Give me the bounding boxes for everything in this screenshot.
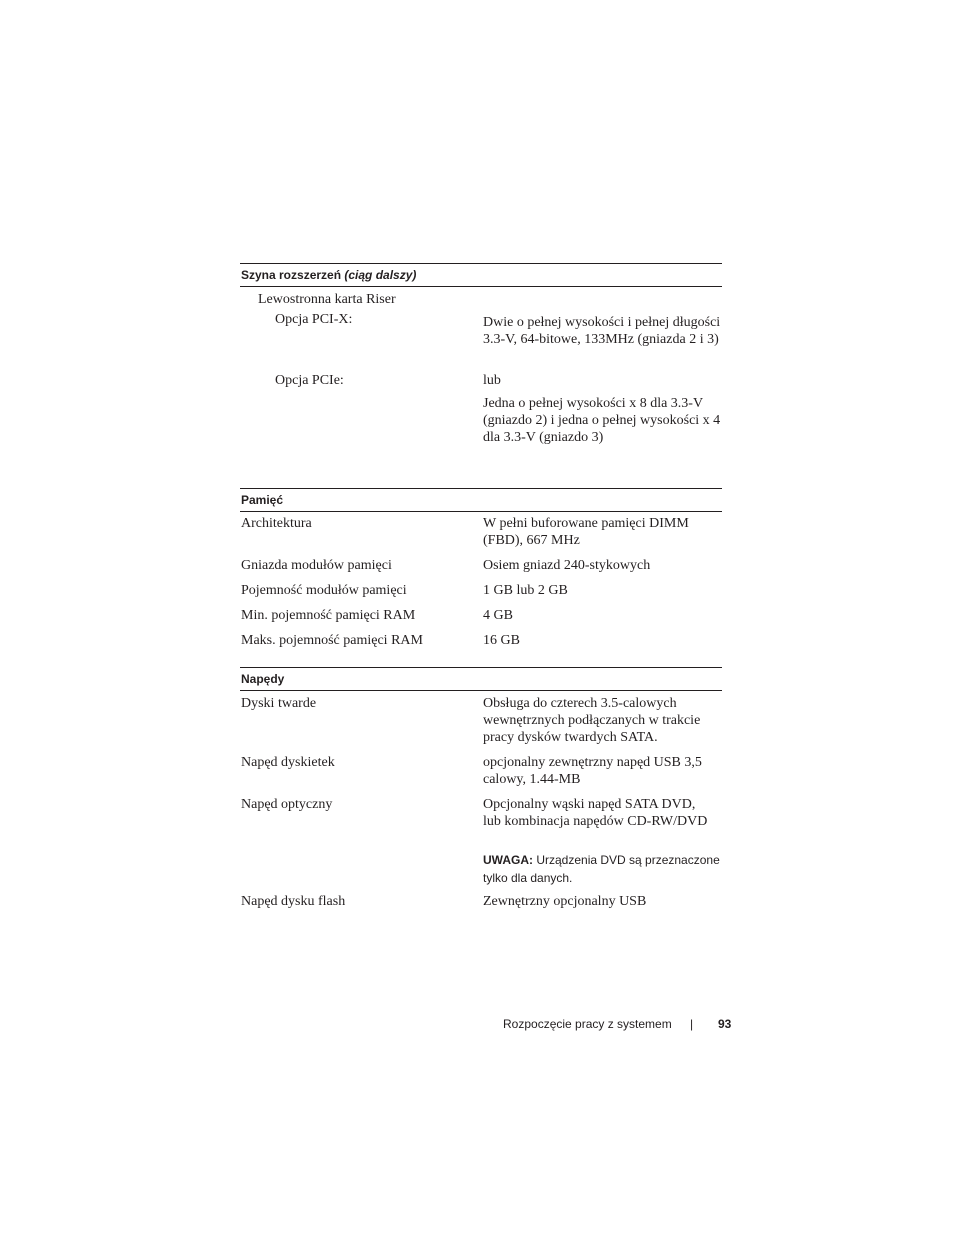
footer-separator: | <box>690 1017 694 1031</box>
memory-value-slots: Osiem gniazd 240-stykowych <box>483 558 651 573</box>
memory-value-module-capacity: 1 GB lub 2 GB <box>483 583 568 598</box>
pcix-value: Dwie o pełnej wysokości i pełnej długości 3.3-V, 64-bitowe, 133MHz (gniazda 2 i 3) <box>483 315 721 347</box>
section-title-main: Szyna rozszerzeń <box>241 268 345 282</box>
drives-label-floppy: Napęd dyskietek <box>241 755 335 770</box>
memory-label-max-ram: Maks. pojemność pamięci RAM <box>241 633 423 648</box>
memory-value-max-ram: 16 GB <box>483 633 520 648</box>
drives-value-flash: Zewnętrzny opcjonalny USB <box>483 894 647 909</box>
memory-value-min-ram: 4 GB <box>483 608 513 623</box>
drives-value-floppy: opcjonalny zewnętrzny napęd USB 3,5 calowy, 1.44-MB <box>483 755 702 787</box>
drives-label-flash: Napęd dysku flash <box>241 894 346 909</box>
drives-label-optical: Napęd optyczny <box>241 797 333 812</box>
memory-label-architecture: Architektura <box>241 516 312 531</box>
section-title-expansion <box>241 268 416 282</box>
drives-value-hard-disks: Obsługa do czterech 3.5-calowych wewnętrznych podłączanych w trakcie pracy dysków twardych SATA. <box>483 696 701 745</box>
note-label: UWAGA: <box>483 853 533 867</box>
section-title-memory: Pamięć <box>241 493 284 507</box>
footer-title: Rozpoczęcie pracy z systemem <box>503 1017 672 1031</box>
section-header-memory <box>240 488 722 512</box>
drives-value-optical: Opcjonalny wąski napęd SATA DVD, lub kombinacja napędów CD-RW/DVD <box>483 797 708 829</box>
memory-label-module-capacity: Pojemność modułów pamięci <box>241 583 407 598</box>
pcie-value: Jedna o pełnej wysokości x 8 dla 3.3-V (gniazdo 2) i jedna o pełnej wysokości x 4 dla 3.3-V (gniazdo 3) <box>483 396 721 445</box>
memory-label-min-ram: Min. pojemność pamięci RAM <box>241 608 416 623</box>
pcie-label: Opcja PCIe: <box>275 373 344 388</box>
note-block <box>483 851 723 887</box>
section-header-expansion <box>240 263 722 287</box>
section-title-continued: (ciąg dalszy) <box>344 268 417 282</box>
pcix-label: Opcja PCI-X: <box>275 312 353 327</box>
drives-label-hard-disks: Dyski twarde <box>241 696 317 711</box>
pcie-value-or: lub <box>483 373 501 388</box>
riser-label: Lewostronna karta Riser <box>258 292 396 307</box>
section-header-drives <box>240 667 722 691</box>
note-text: Urządzenia DVD są przeznaczone tylko dla danych. <box>483 853 720 885</box>
memory-value-architecture: W pełni buforowane pamięci DIMM (FBD), 667 MHz <box>483 516 689 548</box>
memory-label-slots: Gniazda modułów pamięci <box>241 558 392 573</box>
section-title-drives: Napędy <box>241 672 285 686</box>
page-number: 93 <box>718 1017 732 1031</box>
